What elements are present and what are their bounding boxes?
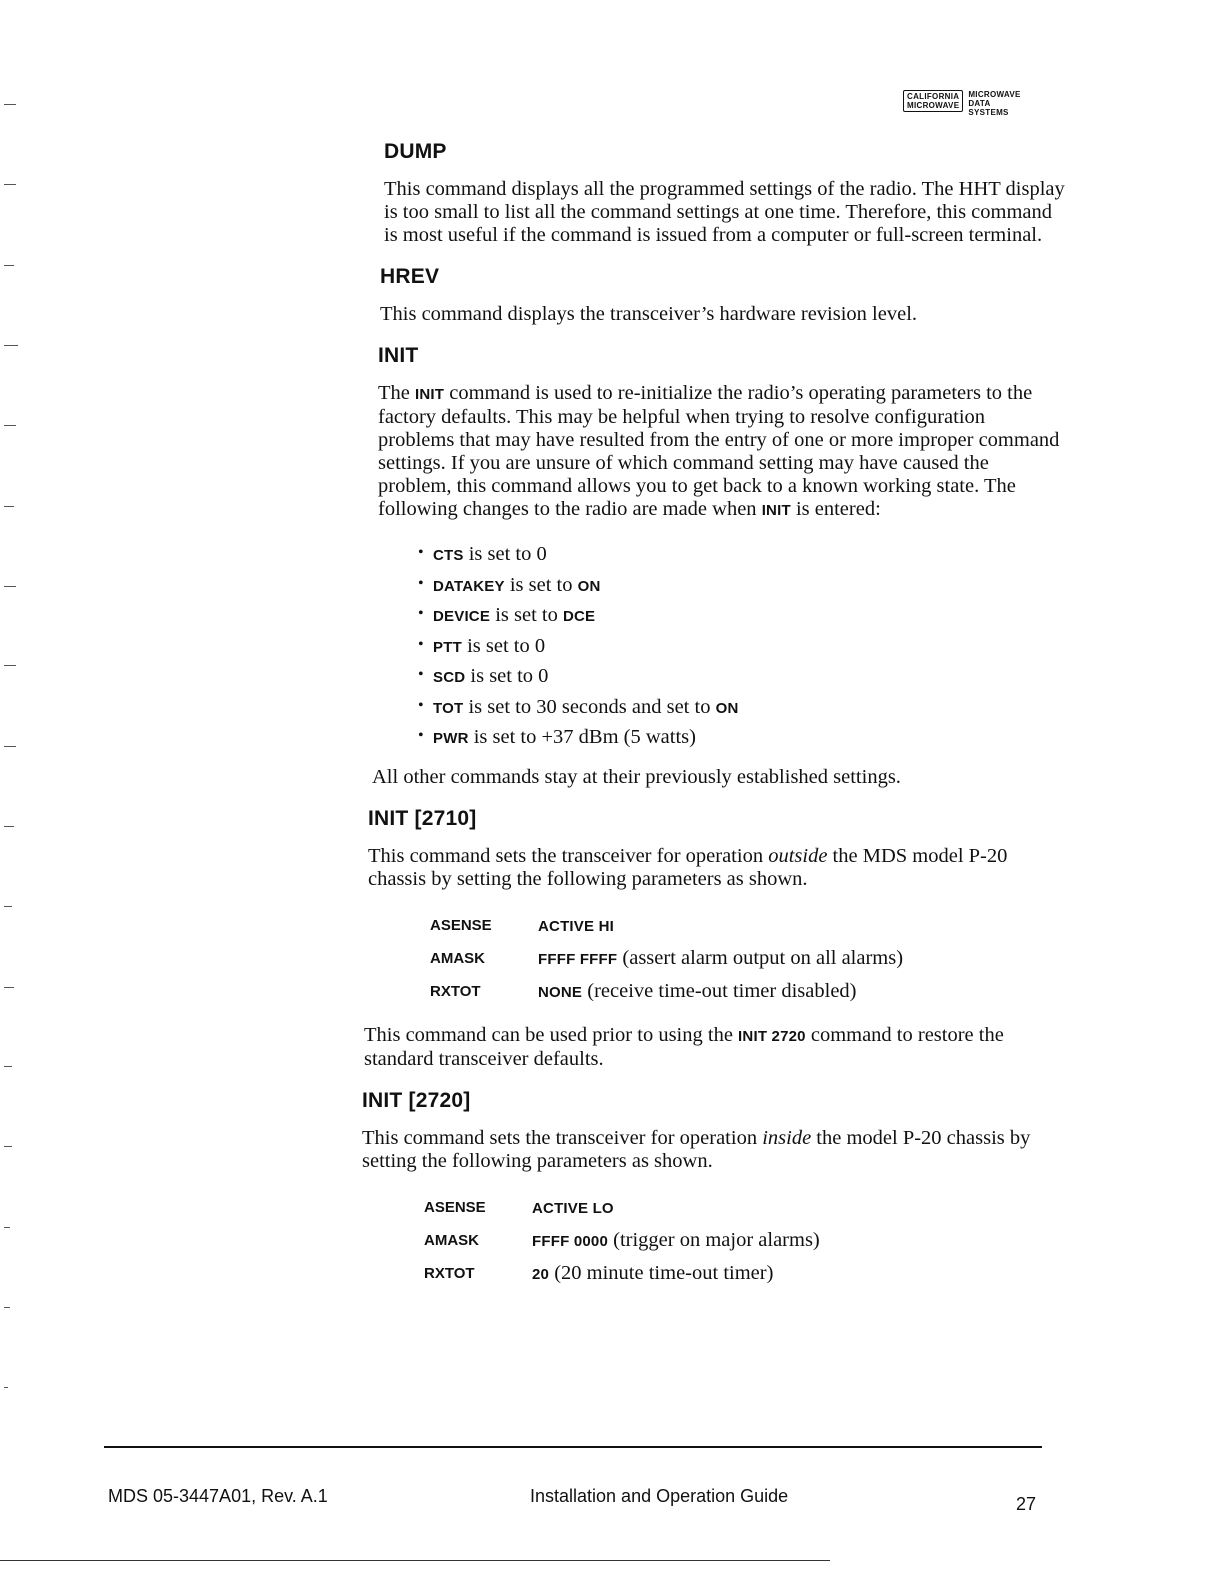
logo-box — [903, 90, 963, 112]
table-row — [424, 1191, 820, 1224]
list-item-text: is set to 0 — [465, 665, 549, 687]
init-2720-params-table — [424, 1191, 820, 1290]
param-name: ASENSE — [424, 1198, 486, 1216]
company-logo — [903, 90, 1021, 117]
param-name: ASENSE — [430, 916, 492, 934]
table-row — [430, 975, 903, 1008]
list-item-text: is set to 30 seconds and set to — [463, 695, 716, 718]
logo-word: SYSTEMS — [968, 108, 1009, 117]
init-heading: INIT — [378, 344, 419, 367]
list-item — [418, 601, 1066, 632]
list-item — [418, 540, 1066, 571]
init-2710-section — [364, 806, 1066, 1071]
list-item — [418, 571, 1066, 602]
margin-tick — [4, 1227, 10, 1228]
scan-edge-line — [0, 1560, 830, 1561]
table-row — [424, 1257, 820, 1290]
param-value-cell — [532, 1224, 820, 1257]
init-changes-list — [378, 540, 1066, 754]
hrev-section — [380, 265, 1066, 326]
margin-tick — [4, 586, 16, 587]
list-item-command: PTT — [433, 638, 462, 656]
margin-tick — [4, 265, 14, 266]
list-item-value: ON — [715, 699, 739, 717]
param-value: ACTIVE HI — [538, 917, 614, 935]
margin-tick — [4, 665, 16, 666]
margin-tick — [4, 345, 18, 346]
list-item-text: is set to 0 — [463, 543, 547, 565]
init-2710-body-text: the MDS model P-20 chassis by setting the following parameters as shown. — [368, 844, 1008, 890]
list-item-command: PWR — [433, 730, 469, 747]
param-desc: (20 minute time-out timer) — [549, 1261, 774, 1284]
page-number: 27 — [1016, 1494, 1037, 1514]
dump-body: This command displays all the programmed settings of the radio. The HHT display is too small to list all the command settings at one time. Therefore, this command is most useful if the command is issued from a computer or full-screen terminal. — [384, 178, 1065, 246]
table-row — [430, 942, 903, 975]
init-body-text: command is used to re-initialize the radio’s operating parameters to the factory defaults. This may be helpful when trying to resolve configuration problems that may have resulted from the entry of one or more improper command settings. If you are unsure of which command setting may have caused the problem, this command allows you to get back to a known working state. The following changes to the radio are made when — [378, 382, 1060, 520]
init-command-name: INIT — [761, 502, 791, 519]
logo-word: MICROWAVE — [968, 90, 1021, 99]
init-2720-section — [362, 1089, 1066, 1290]
init-2710-heading: INIT [2710] — [368, 806, 477, 830]
init-section — [372, 344, 1066, 789]
list-item-text: is set to +37 dBm (5 watts) — [468, 726, 696, 748]
param-value-cell — [532, 1257, 820, 1290]
list-item-command: DEVICE — [433, 608, 491, 625]
param-desc: (receive time-out timer disabled) — [582, 979, 857, 1002]
list-item-text: is set to — [490, 604, 563, 626]
init-body — [378, 382, 1066, 522]
param-value: FFFF FFFF — [538, 950, 618, 968]
margin-tick — [4, 1146, 12, 1147]
table-row — [424, 1224, 820, 1257]
param-value-cell — [532, 1191, 820, 1224]
list-item-text: is set to — [504, 573, 578, 596]
list-item-value: DCE — [562, 608, 596, 625]
param-name: AMASK — [430, 949, 485, 967]
list-item — [418, 723, 1066, 754]
param-name: RXTOT — [424, 1264, 475, 1282]
init-2710-after-text: This command can be used prior to using the — [364, 1023, 739, 1046]
list-item — [418, 693, 1066, 724]
init-2720-body-text: the model P-20 chassis by setting the following parameters as shown. — [362, 1126, 1031, 1172]
param-value-cell — [538, 942, 903, 975]
logo-words — [968, 90, 1020, 117]
list-item-command: DATAKEY — [433, 577, 505, 595]
param-name: RXTOT — [430, 982, 481, 1000]
init-2710-after-text: command to restore the standard transceiver defaults. — [364, 1023, 1004, 1070]
margin-tick — [4, 506, 14, 507]
list-item-command: CTS — [433, 547, 464, 564]
hrev-heading: HREV — [380, 265, 440, 288]
list-item-value: ON — [577, 577, 601, 595]
param-value: ACTIVE LO — [532, 1199, 614, 1217]
init-2720-command-name: INIT 2720 — [738, 1027, 806, 1045]
init-after-text: All other commands stay at their previously established settings. — [372, 765, 901, 788]
init-2710-emphasis: outside — [768, 844, 828, 867]
logo-box-line: CALIFORNIA — [907, 92, 960, 101]
margin-tick — [4, 425, 16, 426]
init-2720-body-text: This command sets the transceiver for operation — [362, 1126, 763, 1149]
logo-word: DATA — [968, 99, 991, 108]
footer-doc-number: MDS 05-3447A01, Rev. A.1 — [108, 1486, 328, 1506]
init-command-name: INIT — [415, 386, 445, 403]
list-item — [418, 662, 1066, 693]
init-2720-heading: INIT [2720] — [362, 1088, 471, 1112]
init-2710-after — [364, 1024, 1066, 1071]
param-value: FFFF 0000 — [532, 1232, 608, 1250]
dump-heading: DUMP — [384, 140, 447, 163]
footer-guide-title: Installation and Operation Guide — [530, 1486, 789, 1506]
param-value-cell — [538, 909, 903, 942]
init-body-text: The — [378, 382, 415, 404]
init-2720-emphasis: inside — [762, 1126, 812, 1149]
margin-tick — [4, 746, 16, 747]
hrev-body: This command displays the transceiver’s hardware revision level. — [380, 303, 918, 325]
margin-tick — [4, 184, 16, 185]
footer-rule — [104, 1446, 1042, 1448]
table-row — [430, 909, 903, 942]
list-item-command: SCD — [433, 669, 466, 686]
param-value: NONE — [538, 983, 583, 1001]
margin-tick — [4, 826, 14, 827]
margin-tick — [4, 1387, 8, 1388]
param-value-cell — [538, 975, 903, 1008]
param-value: 20 — [532, 1265, 550, 1283]
init-2710-body-text: This command sets the transceiver for operation — [368, 844, 769, 867]
margin-tick — [4, 104, 16, 105]
init-body-text: is entered: — [790, 498, 881, 520]
init-2710-params-table — [430, 909, 903, 1008]
margin-tick — [4, 906, 12, 907]
list-item-text: is set to 0 — [461, 634, 546, 657]
dump-section — [384, 140, 1066, 247]
param-name: AMASK — [424, 1231, 479, 1249]
logo-box-line: MICROWAVE — [907, 101, 960, 110]
page-content — [362, 140, 1066, 1306]
margin-tick — [4, 987, 14, 988]
margin-tick — [4, 1066, 12, 1067]
margin-tick — [4, 1307, 10, 1308]
init-2720-body — [362, 1127, 1066, 1173]
param-desc: (assert alarm output on all alarms) — [617, 946, 904, 969]
list-item — [418, 632, 1066, 663]
param-desc: (trigger on major alarms) — [608, 1228, 820, 1251]
init-2710-body — [368, 845, 1066, 891]
list-item-command: TOT — [433, 699, 464, 717]
